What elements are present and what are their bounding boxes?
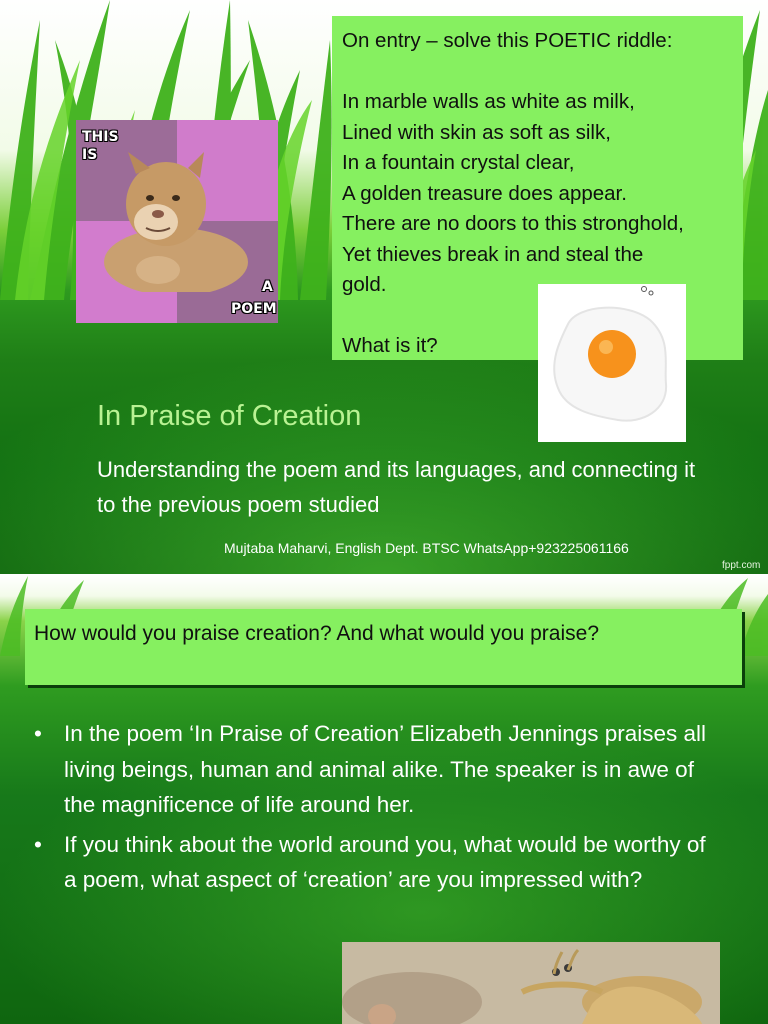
meme-bottom-line-2: POEM [231,301,277,317]
painting-image [342,942,720,1024]
meme-image [76,120,278,323]
slide-subtitle: Understanding the poem and its languages, and connecting it to the previous poem studied [97,457,696,517]
fried-egg-image [538,284,686,442]
bullet-list [34,716,724,902]
author-credit: Mujtaba Maharvi, English Dept. BTSC WhatsApp+923225061166 [224,540,629,556]
meme-top-line-2: IS [82,147,98,163]
riddle-text: On entry – solve this POETIC riddle: In marble walls as white as milk, Lined with skin as soft as silk, In a fountain crystal clear, A golden treasure does appear. There are no doors to this stronghold, Yet thieves break in and steal the gold. What is it? [342,29,684,357]
meme-bottom-line-1: A [262,279,273,295]
slide-title: In Praise of Creation [97,400,362,432]
watermark-text: fppt.com [722,560,761,571]
question-text: How would you praise creation? And what would you praise? [34,622,600,645]
question-box [25,609,742,685]
bullet-item: • If you think about the world around you, what would be worthy of a poem, what aspect of ‘creation’ are you impressed with? [34,827,724,898]
meme-top-line-1: THIS [82,129,119,145]
bullet-item: • In the poem ‘In Praise of Creation’ Elizabeth Jennings praises all living beings, human and animal alike. The speaker is in awe of the magnificence of life around her. [34,716,724,823]
cougar-illustration [96,142,261,292]
slide-2 [0,576,768,1024]
